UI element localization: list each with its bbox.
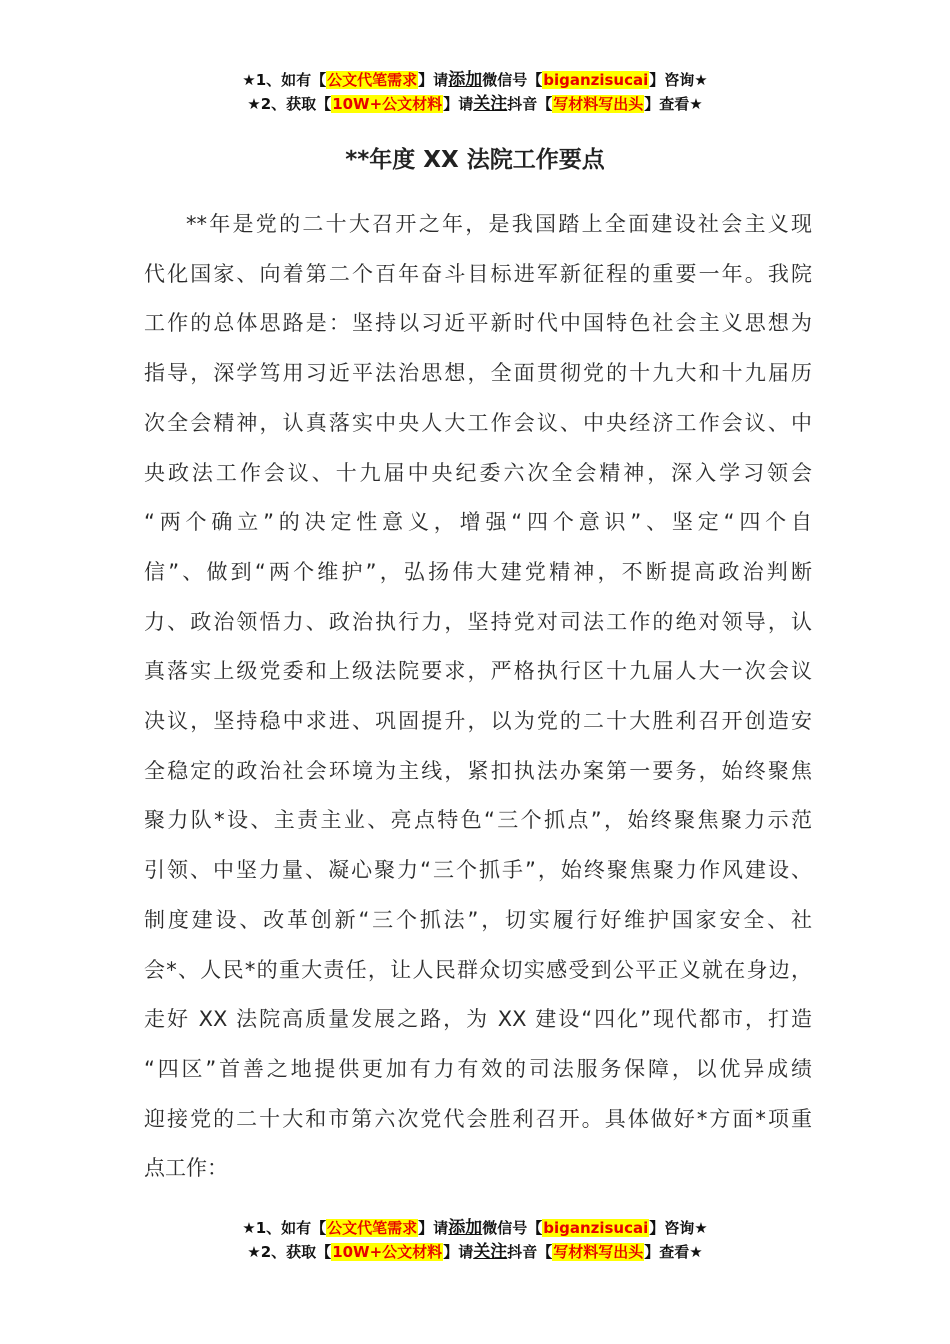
paragraph-line: 指导，深学笃用习近平法治思想，全面贯彻党的十九大和十九届历 bbox=[144, 361, 812, 386]
paragraph-line: 走好 XX 法院高质量发展之路，为 XX 建设“四化”现代都市，打造 bbox=[144, 1007, 812, 1032]
promo-text: 】咨询★ bbox=[649, 71, 708, 89]
paragraph-line: 迎接党的二十大和市第六次党代会胜利召开。具体做好*方面*项重 bbox=[144, 1106, 812, 1131]
promo-text: 】请 bbox=[443, 95, 474, 113]
promo-underline-follow: 关注 bbox=[473, 1242, 508, 1262]
promo-text: ★2、获取【 bbox=[247, 95, 332, 113]
promo-line-2 bbox=[0, 92, 950, 116]
paragraph-line: 工作的总体思路是：坚持以习近平新时代中国特色社会主义思想为 bbox=[144, 311, 812, 336]
paragraph-line: 代化国家、向着第二个百年奋斗目标进军新征程的重要一年。我院 bbox=[144, 261, 812, 286]
bottom-promo-banner bbox=[0, 1216, 950, 1264]
promo-underline-follow: 关注 bbox=[473, 94, 508, 114]
promo-text: ★2、获取【 bbox=[247, 1243, 332, 1261]
promo-text: 】查看★ bbox=[644, 95, 703, 113]
paragraph-line: 制度建设、改革创新“三个抓法”，切实履行好维护国家安全、社 bbox=[144, 907, 812, 932]
promo-text: 抖音【 bbox=[507, 1243, 553, 1261]
paragraph-line: 信”、做到“两个维护”，弘扬伟大建党精神，不断提高政治判断 bbox=[144, 559, 812, 584]
promo-line-2 bbox=[0, 1240, 950, 1264]
promo-line-1 bbox=[0, 68, 950, 92]
promo-line-1 bbox=[0, 1216, 950, 1240]
paragraph-line: “四区”首善之地提供更加有力有效的司法服务保障，以优异成绩 bbox=[144, 1056, 812, 1081]
promo-highlight-materials: 10W+公文材料 bbox=[332, 1243, 443, 1261]
paragraph-line: 点工作： bbox=[144, 1156, 228, 1181]
top-promo-banner bbox=[0, 68, 950, 116]
promo-text: 】请 bbox=[418, 1219, 449, 1237]
paragraph-line: 引领、中坚力量、凝心聚力“三个抓手”，始终聚焦聚力作风建设、 bbox=[144, 858, 812, 883]
promo-underline-add: 添加 bbox=[448, 70, 483, 90]
promo-text: 】请 bbox=[418, 71, 449, 89]
promo-highlight-wechat-id: biganzisucai bbox=[543, 71, 649, 89]
paragraph-line: 决议，坚持稳中求进、巩固提升，以为党的二十大胜利召开创造安 bbox=[144, 709, 812, 734]
promo-text: 微信号【 bbox=[482, 71, 543, 89]
promo-text: 】咨询★ bbox=[649, 1219, 708, 1237]
paragraph-line: 央政法工作会议、十九届中央纪委六次全会精神，深入学习领会 bbox=[144, 460, 812, 485]
promo-text: ★1、如有【 bbox=[242, 71, 327, 89]
promo-highlight-wechat-id: biganzisucai bbox=[543, 1219, 649, 1237]
promo-text: 抖音【 bbox=[507, 95, 553, 113]
body-paragraph bbox=[144, 200, 812, 1194]
promo-highlight-douyin-name: 写材料写出头 bbox=[553, 95, 644, 113]
promo-text: 】请 bbox=[443, 1243, 474, 1261]
document-title: **年度 XX 法院工作要点 bbox=[345, 147, 605, 173]
paragraph-line: **年是党的二十大召开之年，是我国踏上全面建设社会主义现 bbox=[186, 212, 812, 236]
paragraph-line: 力、政治领悟力、政治执行力，坚持党对司法工作的绝对领导，认 bbox=[144, 609, 812, 634]
paragraph-line: 真落实上级党委和上级法院要求，严格执行区十九届人大一次会议 bbox=[144, 659, 812, 684]
paragraph-line: 聚力队*设、主责主业、亮点特色“三个抓点”，始终聚焦聚力示范 bbox=[144, 808, 812, 833]
paragraph-line: “两个确立”的决定性意义，增强“四个意识”、坚定“四个自 bbox=[144, 510, 812, 535]
promo-text: 】查看★ bbox=[644, 1243, 703, 1261]
promo-highlight-service: 公文代笔需求 bbox=[327, 1219, 418, 1237]
promo-highlight-materials: 10W+公文材料 bbox=[332, 95, 443, 113]
paragraph-line: 会*、人民*的重大责任，让人民群众切实感受到公平正义就在身边， bbox=[144, 957, 812, 982]
promo-highlight-douyin-name: 写材料写出头 bbox=[553, 1243, 644, 1261]
promo-text: 微信号【 bbox=[482, 1219, 543, 1237]
paragraph-line: 次全会精神，认真落实中央人大工作会议、中央经济工作会议、中 bbox=[144, 410, 812, 435]
promo-highlight-service: 公文代笔需求 bbox=[327, 71, 418, 89]
promo-text: ★1、如有【 bbox=[242, 1219, 327, 1237]
paragraph-line: 全稳定的政治社会环境为主线，紧扣执法办案第一要务，始终聚焦 bbox=[144, 758, 812, 783]
promo-underline-add: 添加 bbox=[448, 1218, 483, 1238]
